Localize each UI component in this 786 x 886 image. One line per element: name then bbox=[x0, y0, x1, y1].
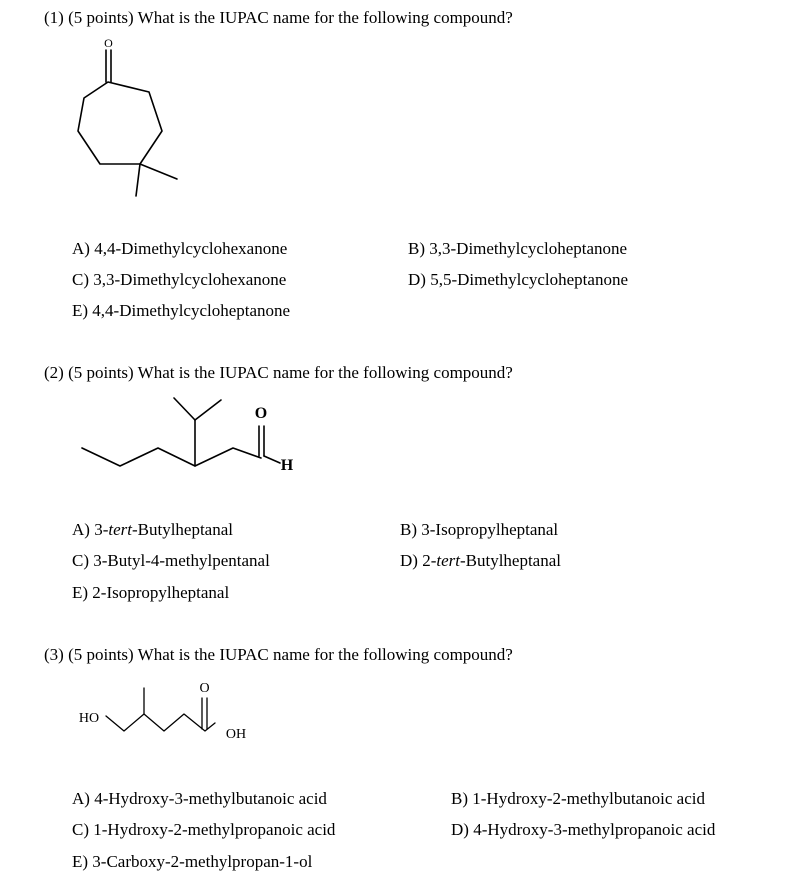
aldehyde-ch-bond bbox=[264, 456, 280, 463]
q1-option-d[interactable]: D) 5,5-Dimethylcycloheptanone bbox=[408, 270, 628, 289]
q1-option-e[interactable]: E) 4,4-Dimethylcycloheptanone bbox=[72, 301, 291, 320]
carboxyl-oh-label: OH bbox=[225, 727, 247, 742]
question-3-prompt: (3) (5 points) What is the IUPAC name for the following compound? bbox=[44, 645, 513, 664]
q2-option-a-prefix: A) 3- bbox=[72, 520, 109, 539]
methyl-bond-2 bbox=[136, 164, 140, 196]
hydroxyl-label: HO bbox=[78, 711, 100, 726]
cycloheptane-ring bbox=[78, 82, 162, 164]
q3-option-a[interactable]: A) 4-Hydroxy-3-methylbutanoic acid bbox=[72, 789, 327, 808]
structure-2-isopropylheptanal bbox=[80, 390, 320, 480]
structure-1-dimethylcycloheptanone bbox=[70, 36, 200, 196]
methyl-bond-1 bbox=[140, 164, 177, 179]
q3-option-d[interactable]: D) 4-Hydroxy-3-methylpropanoic acid bbox=[451, 820, 716, 839]
q1-option-c[interactable]: C) 3,3-Dimethylcyclohexanone bbox=[72, 270, 287, 289]
q2-option-b[interactable]: B) 3-Isopropylheptanal bbox=[400, 520, 559, 539]
q2-option-d[interactable] bbox=[400, 551, 561, 571]
oxygen-atom-label: O bbox=[254, 405, 268, 422]
question-2-prompt: (2) (5 points) What is the IUPAC name for the following compound? bbox=[44, 363, 513, 382]
q2-option-c[interactable]: C) 3-Butyl-4-methylpentanal bbox=[72, 551, 270, 570]
q3-option-c[interactable]: C) 1-Hydroxy-2-methylpropanoic acid bbox=[72, 820, 336, 839]
q2-option-a-suffix: -Butylheptanal bbox=[131, 520, 233, 539]
q3-option-b[interactable]: B) 1-Hydroxy-2-methylbutanoic acid bbox=[451, 789, 705, 808]
main-chain bbox=[106, 714, 215, 731]
q1-option-b[interactable]: B) 3,3-Dimethylcycloheptanone bbox=[408, 239, 628, 258]
main-chain bbox=[82, 448, 261, 466]
q2-option-e[interactable]: E) 2-Isopropylheptanal bbox=[72, 583, 230, 602]
oxygen-atom-label: O bbox=[199, 681, 210, 696]
oxygen-atom-label: O bbox=[104, 36, 113, 50]
q2-option-a-italic: tert bbox=[108, 520, 132, 539]
hydrogen-atom-label: H bbox=[280, 457, 294, 474]
isopropyl-methyl-1 bbox=[174, 398, 195, 420]
q3-option-e[interactable]: E) 3-Carboxy-2-methylpropan-1-ol bbox=[72, 852, 313, 871]
q2-option-a[interactable] bbox=[72, 520, 233, 540]
q2-option-d-prefix: D) 2- bbox=[400, 551, 437, 570]
q1-option-a[interactable]: A) 4,4-Dimethylcyclohexanone bbox=[72, 239, 288, 258]
q2-option-d-suffix: -Butylheptanal bbox=[459, 551, 561, 570]
q2-option-d-italic: tert bbox=[436, 551, 460, 570]
question-1-prompt: (1) (5 points) What is the IUPAC name for the following compound? bbox=[44, 8, 513, 27]
isopropyl-methyl-2 bbox=[195, 400, 221, 420]
structure-3-hydroxymethylbutanoic-acid bbox=[72, 676, 272, 746]
